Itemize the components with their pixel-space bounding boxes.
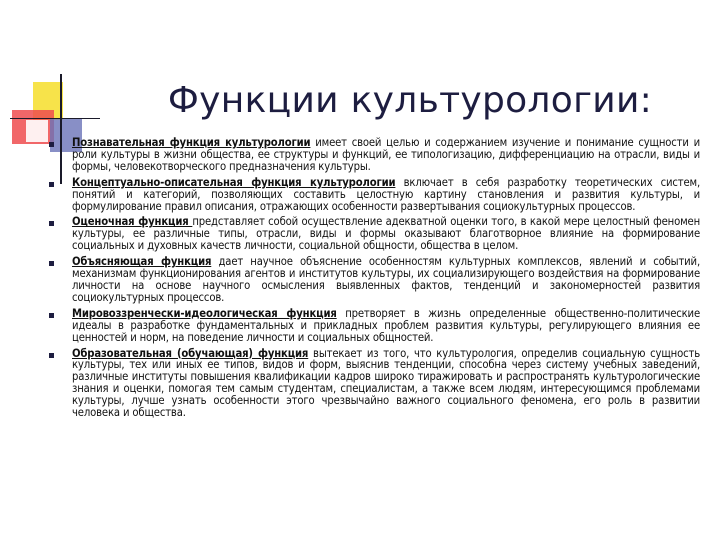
bullet-square-icon xyxy=(49,221,54,226)
list-item-text xyxy=(72,308,700,344)
functions-list xyxy=(40,137,700,423)
list-item-explanatory xyxy=(40,256,700,304)
list-item-text xyxy=(72,216,700,252)
bullet-square-icon xyxy=(49,313,54,318)
slide-title: Функции культурологии: xyxy=(167,80,653,121)
function-term: Мировоззренчески-идеологическая функция xyxy=(72,306,337,320)
list-item-educational xyxy=(40,348,700,419)
function-term: Познавательная функция культурологии xyxy=(72,136,311,149)
function-description: включает в себя разработку теоретических систем, понятий и категорий, позволяющих составить целостную картину становления и развития культуры, и формулирование правил описания, отражающих особенности развертывания социокультурных процессов. xyxy=(72,175,701,213)
function-description: представляет собой осуществление адекватной оценки того, в какой мере целостный феномен культуры, ее различные типы, отрасли, виды и формы оказывают благотворное влияние на формирование социальных и духовных качеств личности, социальной общности, общества в целом. xyxy=(72,215,700,253)
list-item-text xyxy=(72,256,700,304)
function-description: вытекает из того, что культурология, определив социальную сущность культуры, тех или иных ее типов, видов и форм, выяснив тенденции, способна через систему учебных заведений, различные институты повышения квалификации кадров широко тиражировать и распространять культурологические знания и оценки, помогая тем самым студентам, специалистам, а также всем людям, интересующимся проблемами культуры, лучше узнать особенности этого чрезвычайно важного социального феномена, его роль в развитии человека и общества. xyxy=(72,346,700,420)
function-term: Оценочная функция xyxy=(72,215,193,229)
list-item-ideological xyxy=(40,308,700,344)
function-description: дает научное объяснение особенностям культурных комплексов, явлений и событий, механизмам функционирования агентов и институтов культуры, их социализирующего воздействия на формирование личности на основе научного осмысления выявленных фактов, тенденций и закономерностей развития социокультурных процессов. xyxy=(72,255,700,304)
function-description: имеет своей целью и содержанием изучение и понимание сущности и роли культуры в жизни общества, ее структуры и функций, ее типологизацию, дифференциацию на отрасли, виды и формы, человекотворческого предназначения культуры. xyxy=(72,136,700,173)
list-item-text xyxy=(72,177,700,213)
bullet-square-icon xyxy=(49,261,54,266)
function-term: Объясняющая функция xyxy=(72,255,212,269)
bullet-square-icon xyxy=(49,353,54,358)
function-term: Образовательная (обучающая) функция xyxy=(72,346,309,360)
list-item-text xyxy=(72,348,700,419)
bullet-square-icon xyxy=(49,142,54,147)
bullet-square-icon xyxy=(49,182,54,187)
list-item-text xyxy=(72,137,700,173)
list-item-conceptual xyxy=(40,177,700,213)
list-item-evaluative xyxy=(40,216,700,252)
list-item-cognitive xyxy=(40,137,700,173)
function-term: Концептуально-описательная функция культурологии xyxy=(72,175,396,189)
decor-horizontal-line xyxy=(10,118,100,119)
function-description: претворяет в жизнь определенные общественно-политические идеалы в разработке фундаментальных и прикладных проблем развития культуры, регулирующего влияния ее ценностей и норм, на поведение личности и социальных общностей. xyxy=(72,306,700,344)
